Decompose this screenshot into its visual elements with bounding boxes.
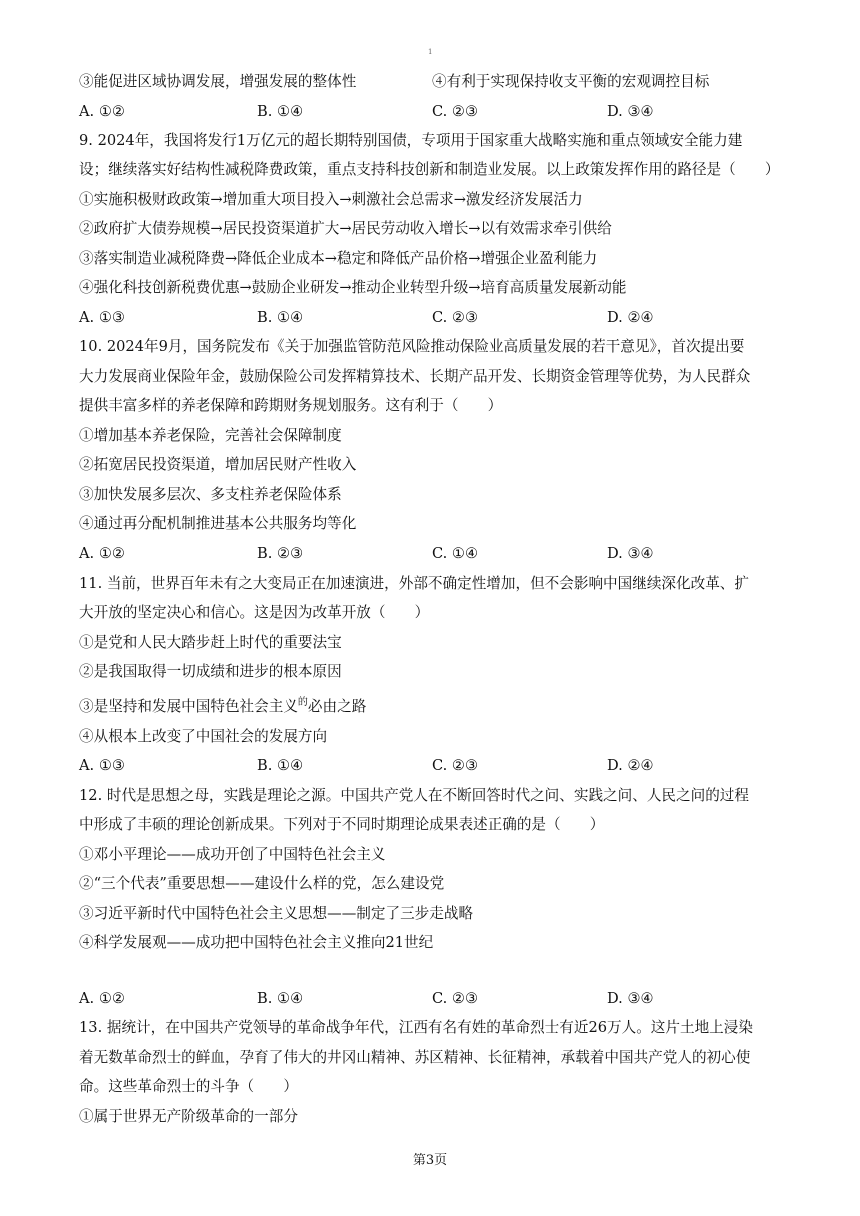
choice-a[interactable]: A. ①② [79,103,125,120]
q9-stem-line-1: 9. 2024年，我国将发行1万亿元的超长期特别国债，专项用于国家重大战略实施和重点领域安全能力建 [79,132,743,149]
q10-choices [79,544,779,564]
q10-stem-line-3: 提供丰富多样的养老保障和跨期财务规划服务。这有利于（ ） [79,397,503,414]
q11-option-3 [79,697,784,719]
q12-option-2: ②“三个代表”重要思想——建设什么样的党，怎么建设党 [79,875,445,892]
choice-d[interactable]: D. ③④ [607,990,654,1007]
choice-a[interactable]: A. ①② [79,545,125,562]
q10-option-3: ③加快发展多层次、多支柱养老保险体系 [79,486,342,503]
q13-stem-line-3: 命。这些革命烈士的斗争（ ） [79,1078,298,1095]
choice-b[interactable]: B. ①④ [257,757,304,774]
q10-option-2: ②拓宽居民投资渠道，增加居民财产性收入 [79,456,357,473]
q11-option-1: ①是党和人民大踏步赶上时代的重要法宝 [79,634,342,651]
q11-option-3-text-b: 必由之路 [307,698,367,715]
q11-stem-line-2: 大开放的坚定决心和信心。这是因为改革开放（ ） [79,604,430,621]
q11-stem-line-1: 11. 当前，世界百年未有之大变局正在加速演进，外部不确定性增加，但不会影响中国继续深化改革、扩 [79,575,749,592]
choice-b[interactable]: B. ①④ [257,309,304,326]
q12-option-1: ①邓小平理论——成功开创了中国特色社会主义 [79,846,386,863]
q13-stem-line-2: 着无数革命烈士的鲜血，孕育了伟大的井冈山精神、苏区精神、长征精神，承载着中国共产党人的初心使 [79,1049,751,1066]
choice-c[interactable]: C. ②③ [432,103,479,120]
choice-c[interactable]: C. ②③ [432,757,479,774]
q8-options-row [79,72,779,92]
choice-a[interactable]: A. ①③ [79,309,125,326]
q12-option-3: ③习近平新时代中国特色社会主义思想——制定了三步走战略 [79,905,474,922]
q8-option-4: ④有利于实现保持收支平衡的宏观调控目标 [432,73,710,90]
page-mark: 1 [428,48,433,56]
page-number-footer: 第3页 [412,1153,448,1168]
q12-option-4: ④科学发展观——成功把中国特色社会主义推向21世纪 [79,934,434,951]
q8-choices [79,102,779,122]
q12-choices [79,989,779,1009]
q11-choices [79,756,779,776]
q9-option-4: ④强化科技创新税费优惠→鼓励企业研发→推动企业转型升级→培育高质量发展新动能 [79,279,627,296]
q10-stem-line-2: 大力发展商业保险年金，鼓励保险公司发挥精算技术、长期产品开发、长期资金管理等优势，为人民群众 [79,368,751,385]
choice-b[interactable]: B. ②③ [257,545,304,562]
q12-stem-line-1: 12. 时代是思想之母，实践是理论之源。中国共产党人在不断回答时代之问、实践之问、人民之问的过程 [79,787,749,804]
choice-b[interactable]: B. ①④ [257,103,304,120]
choice-c[interactable]: C. ②③ [432,309,479,326]
choice-d[interactable]: D. ②④ [607,757,654,774]
choice-b[interactable]: B. ①④ [257,990,304,1007]
q11-option-3-superscript: 的 [297,697,308,708]
q12-stem-line-2: 中形成了丰硕的理论创新成果。下列对于不同时期理论成果表述正确的是（ ） [79,816,605,833]
choice-d[interactable]: D. ②④ [607,309,654,326]
q10-option-4: ④通过再分配机制推进基本公共服务均等化 [79,515,357,532]
q10-option-1: ①增加基本养老保险，完善社会保障制度 [79,427,342,444]
choice-d[interactable]: D. ③④ [607,103,654,120]
q11-option-3-text-a: ③是坚持和发展中国特色社会主义 [79,698,298,715]
q9-option-2: ②政府扩大债券规模→居民投资渠道扩大→居民劳动收入增长→以有效需求牵引供给 [79,220,612,237]
q8-option-3: ③能促进区域协调发展，增强发展的整体性 [79,73,357,90]
q9-option-1: ①实施积极财政政策→增加重大项目投入→刺激社会总需求→激发经济发展活力 [79,191,583,208]
q9-choices [79,308,779,328]
q13-option-1: ①属于世界无产阶级革命的一部分 [79,1108,298,1125]
q9-option-3: ③落实制造业减税降费→降低企业成本→稳定和降低产品价格→增强企业盈利能力 [79,250,598,267]
choice-c[interactable]: C. ①④ [432,545,479,562]
choice-a[interactable]: A. ①③ [79,757,125,774]
choice-d[interactable]: D. ③④ [607,545,654,562]
choice-c[interactable]: C. ②③ [432,990,479,1007]
q10-stem-line-1: 10. 2024年9月，国务院发布《关于加强监管防范风险推动保险业高质量发展的若干意见》，首次提出要 [79,338,745,355]
q11-option-4: ④从根本上改变了中国社会的发展方向 [79,728,328,745]
q13-stem-line-1: 13. 据统计，在中国共产党领导的革命战争年代，江西有名有姓的革命烈士有近26万人。这片土地上浸染 [79,1019,753,1036]
q11-option-2: ②是我国取得一切成绩和进步的根本原因 [79,663,342,680]
choice-a[interactable]: A. ①② [79,990,125,1007]
q9-stem-line-2: 设；继续落实好结构性减税降费政策，重点支持科技创新和制造业发展。以上政策发挥作用的路径是（ ） [79,161,780,178]
